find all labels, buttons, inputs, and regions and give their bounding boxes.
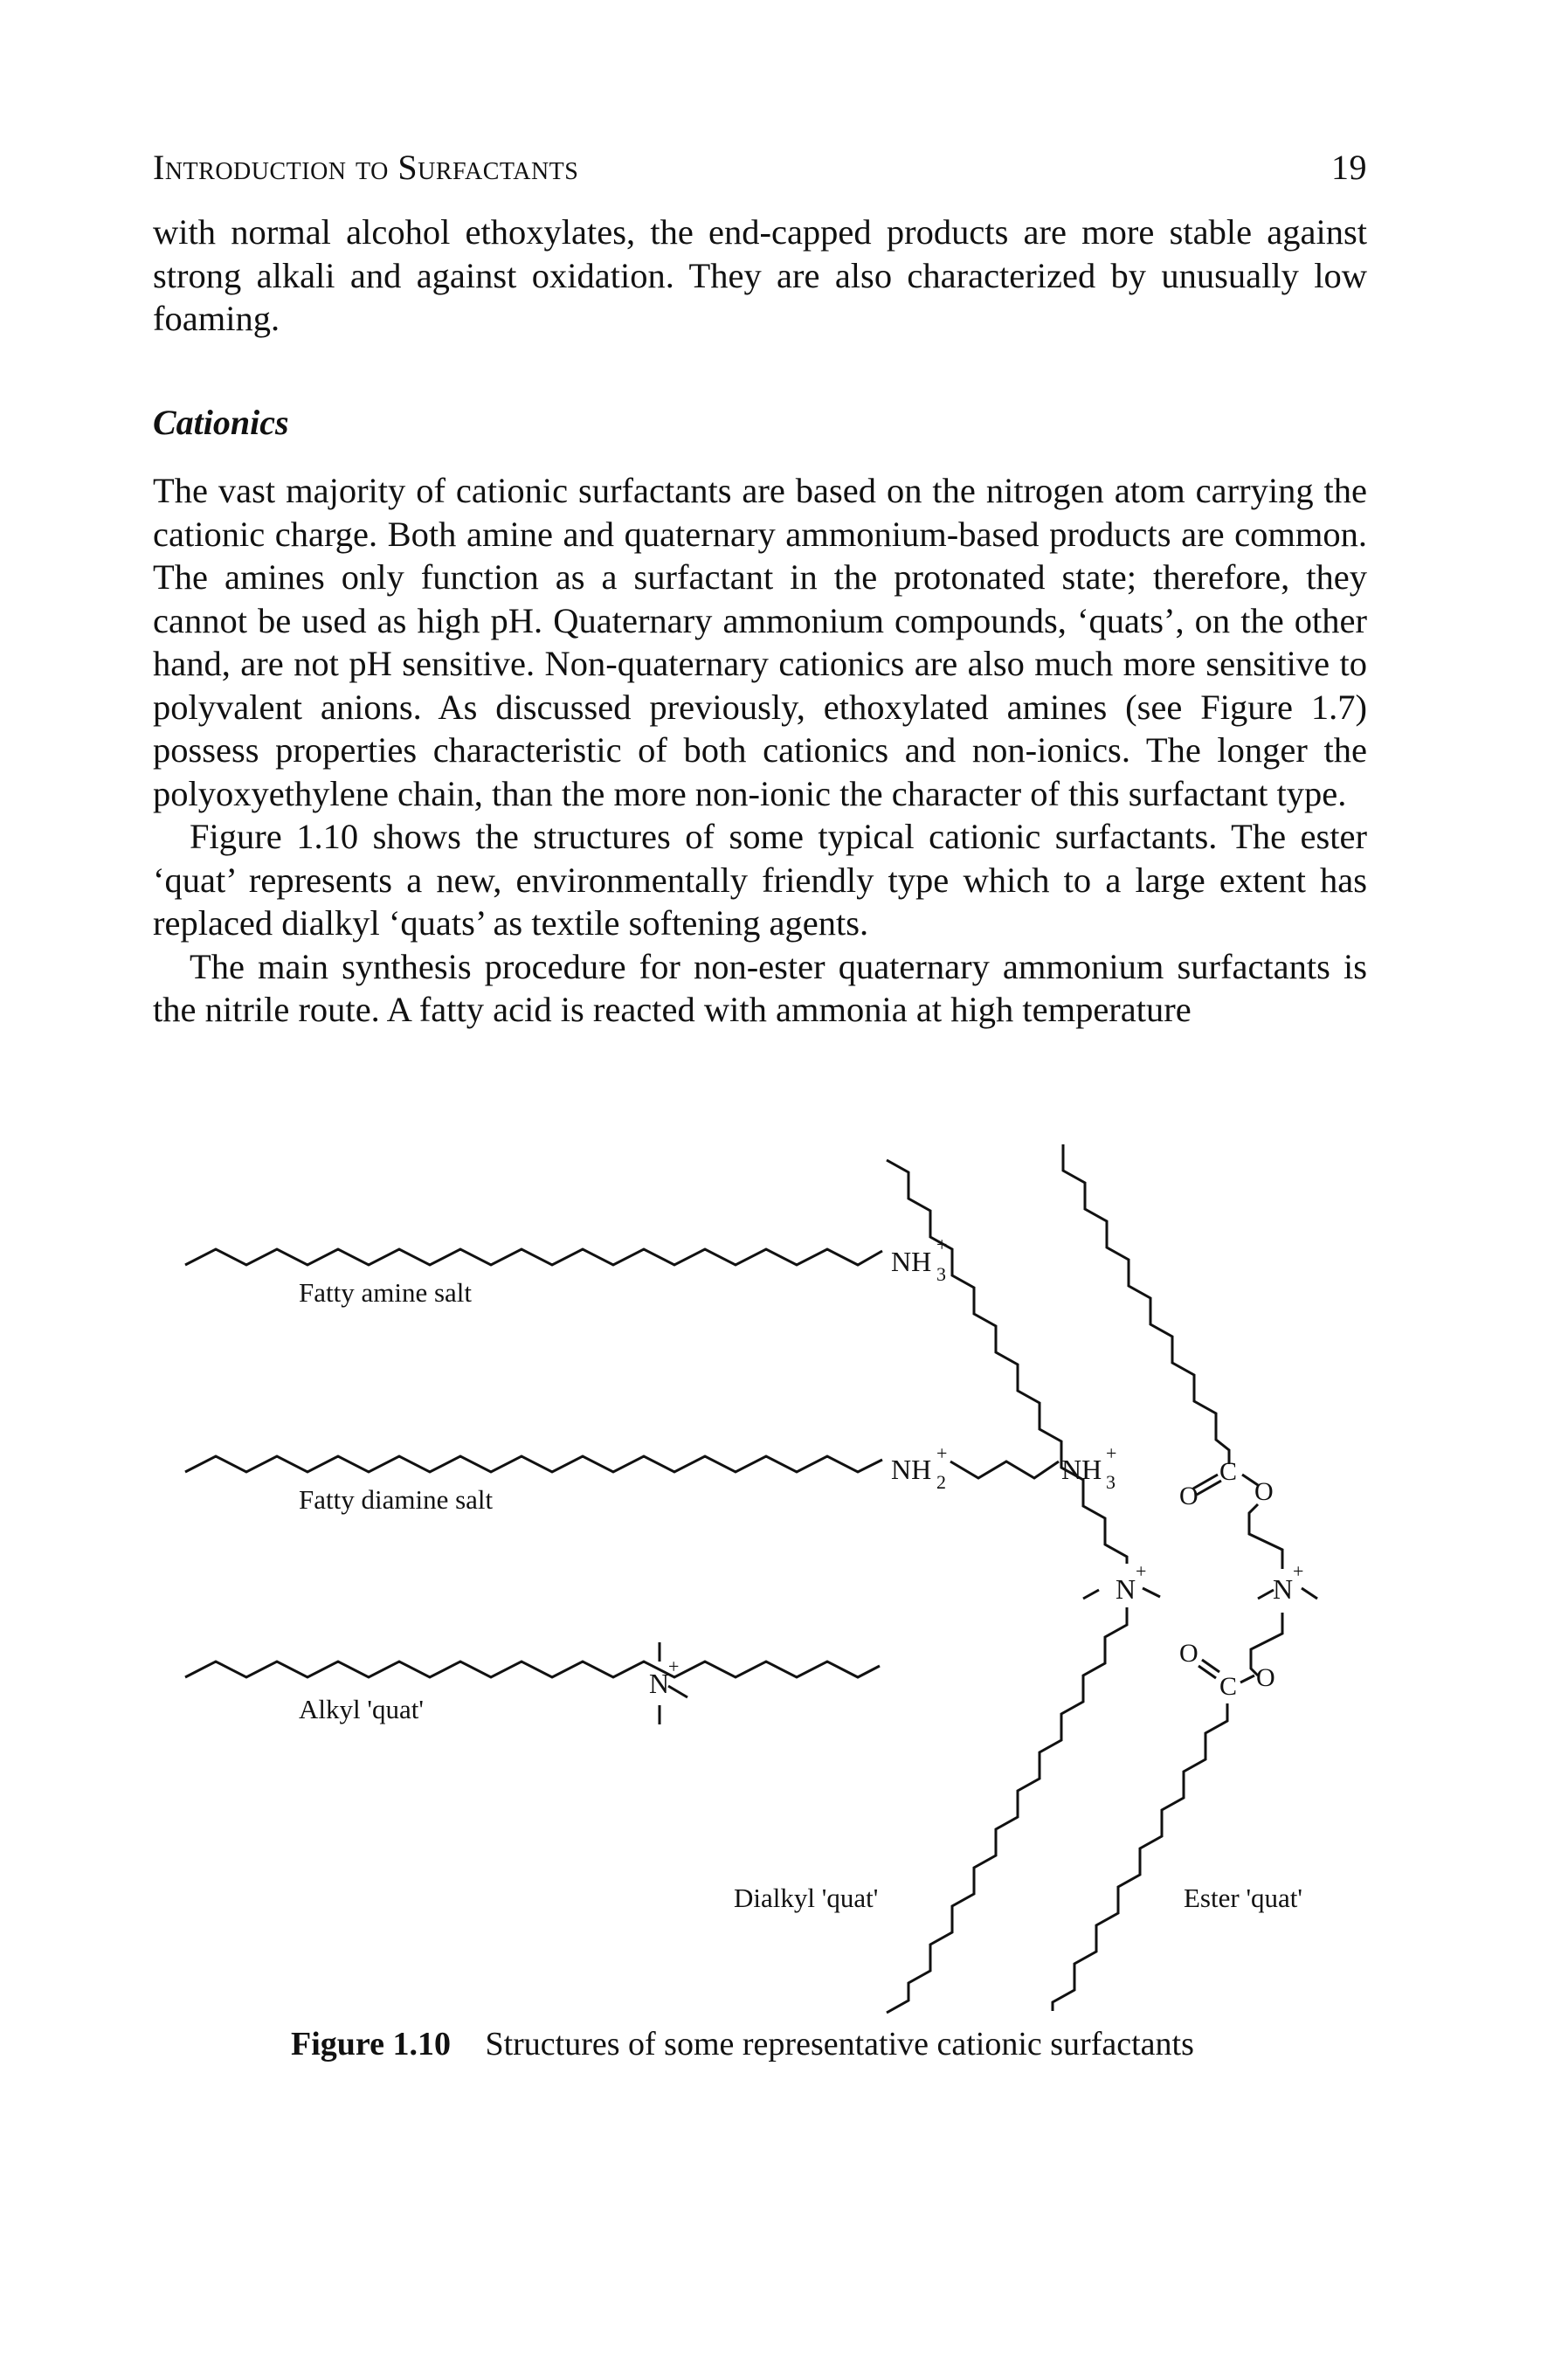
paragraph-3: The main synthesis procedure for non-ester quaternary ammonium surfactants is the nitrile route. A fatty acid is reacted with ammonia at high temperature — [153, 946, 1367, 1029]
alkyl-quat-bond-right — [668, 1686, 687, 1697]
dialkyl-quat-methyl-left — [1083, 1590, 1099, 1599]
section-heading: Cationics — [153, 403, 289, 442]
structures-diagram — [166, 1127, 1371, 2018]
dialkyl-quat-n: N — [1116, 1573, 1136, 1605]
ester-quat-methyl-right — [1302, 1588, 1317, 1599]
figure-caption-text: Structures of some representative cationic surfactants — [485, 2026, 1194, 2062]
page-number: 19 — [1331, 148, 1367, 187]
paragraph-2: Figure 1.10 shows the structures of some typical cationic surfactants. The ester ‘quat’ represents a new, environmentally friendly type which to a large extent has replaced dialkyl ‘quats’ as textile softening agents. — [153, 817, 1367, 943]
ester-quat-methyl-left — [1258, 1590, 1274, 1599]
alkyl-quat-plus: + — [668, 1655, 680, 1677]
ester-quat-label: Ester 'quat' — [1184, 1883, 1302, 1913]
ester-lower-c: C — [1219, 1672, 1238, 1701]
section-body — [153, 469, 1367, 1032]
alkyl-quat-label: Alkyl 'quat' — [299, 1694, 424, 1724]
diamine-nh-1: NH — [891, 1454, 932, 1485]
intro-paragraph: with normal alcohol ethoxylates, the end-capped products are more stable against strong alkali and against oxidation. They are also characterized by unusually low foaming. — [153, 212, 1367, 338]
ester-quat-n: N — [1273, 1573, 1294, 1605]
dialkyl-quat-label: Dialkyl 'quat' — [734, 1883, 879, 1913]
ester-upper-c: C — [1219, 1457, 1238, 1486]
ester-upper-carbonyl-b — [1197, 1481, 1221, 1495]
fatty-diamine-salt-label: Fatty diamine salt — [299, 1484, 494, 1515]
fatty-amine-salt-label: Fatty amine salt — [299, 1277, 473, 1308]
ester-quat-upper-chain — [1063, 1144, 1229, 1464]
figure-cationic-structures — [166, 1127, 1371, 2018]
running-title: Introduction to Surfactants — [153, 148, 579, 187]
diamine-sub3: 3 — [1106, 1471, 1116, 1493]
amine-nh: NH — [891, 1246, 932, 1277]
diamine-plus-1: + — [936, 1442, 948, 1464]
dialkyl-quat-plus: + — [1136, 1560, 1147, 1582]
ester-upper-o: O — [1254, 1477, 1274, 1506]
diamine-nh-2: NH — [1061, 1454, 1102, 1485]
fatty-diamine-chain — [185, 1456, 882, 1472]
dialkyl-quat-lower-chain — [887, 1607, 1127, 2013]
ester-lower-c-o — [1240, 1676, 1254, 1682]
diamine-linker — [950, 1461, 1059, 1478]
amine-plus: + — [936, 1233, 948, 1255]
running-header — [153, 147, 1367, 188]
figure-caption-label: Figure 1.10 — [291, 2026, 451, 2062]
dialkyl-quat-methyl-right — [1143, 1588, 1160, 1597]
paragraph-1: The vast majority of cationic surfactants are based on the nitrogen atom carrying the cationic charge. Both amine and quaternary ammonium-based products are common. The amines only function as a surfactant in the protonated state; therefore, they cannot be used as high pH. Quaternary ammonium compounds, ‘quats’, on the other hand, are not pH sensitive. Non-quaternary cationics are also much more sensitive to polyvalent anions. As discussed previously, ethoxylated amines (see Figure 1.7) possess properties characteristic of both cationics and non-ionics. The longer the polyoxyethylene chain, than the more non-ionic the character of this surfactant type. — [153, 471, 1367, 813]
amine-sub3: 3 — [936, 1263, 946, 1285]
fatty-amine-chain — [185, 1249, 882, 1265]
figure-caption — [291, 2025, 1194, 2063]
ester-upper-linker — [1249, 1504, 1282, 1569]
ester-lower-o: O — [1256, 1663, 1275, 1692]
diamine-plus-2: + — [1106, 1442, 1117, 1464]
alkyl-quat-n: N — [649, 1668, 670, 1699]
ester-upper-o-double: O — [1179, 1482, 1198, 1510]
alkyl-quat-chain — [185, 1662, 880, 1677]
intro-paragraph-block — [153, 211, 1367, 341]
ester-lower-o-double: O — [1179, 1639, 1198, 1668]
ester-quat-lower-chain — [1053, 1703, 1227, 2011]
ester-quat-plus: + — [1293, 1560, 1304, 1582]
diamine-sub2: 2 — [936, 1471, 946, 1493]
dialkyl-quat-upper-chain — [887, 1160, 1127, 1564]
